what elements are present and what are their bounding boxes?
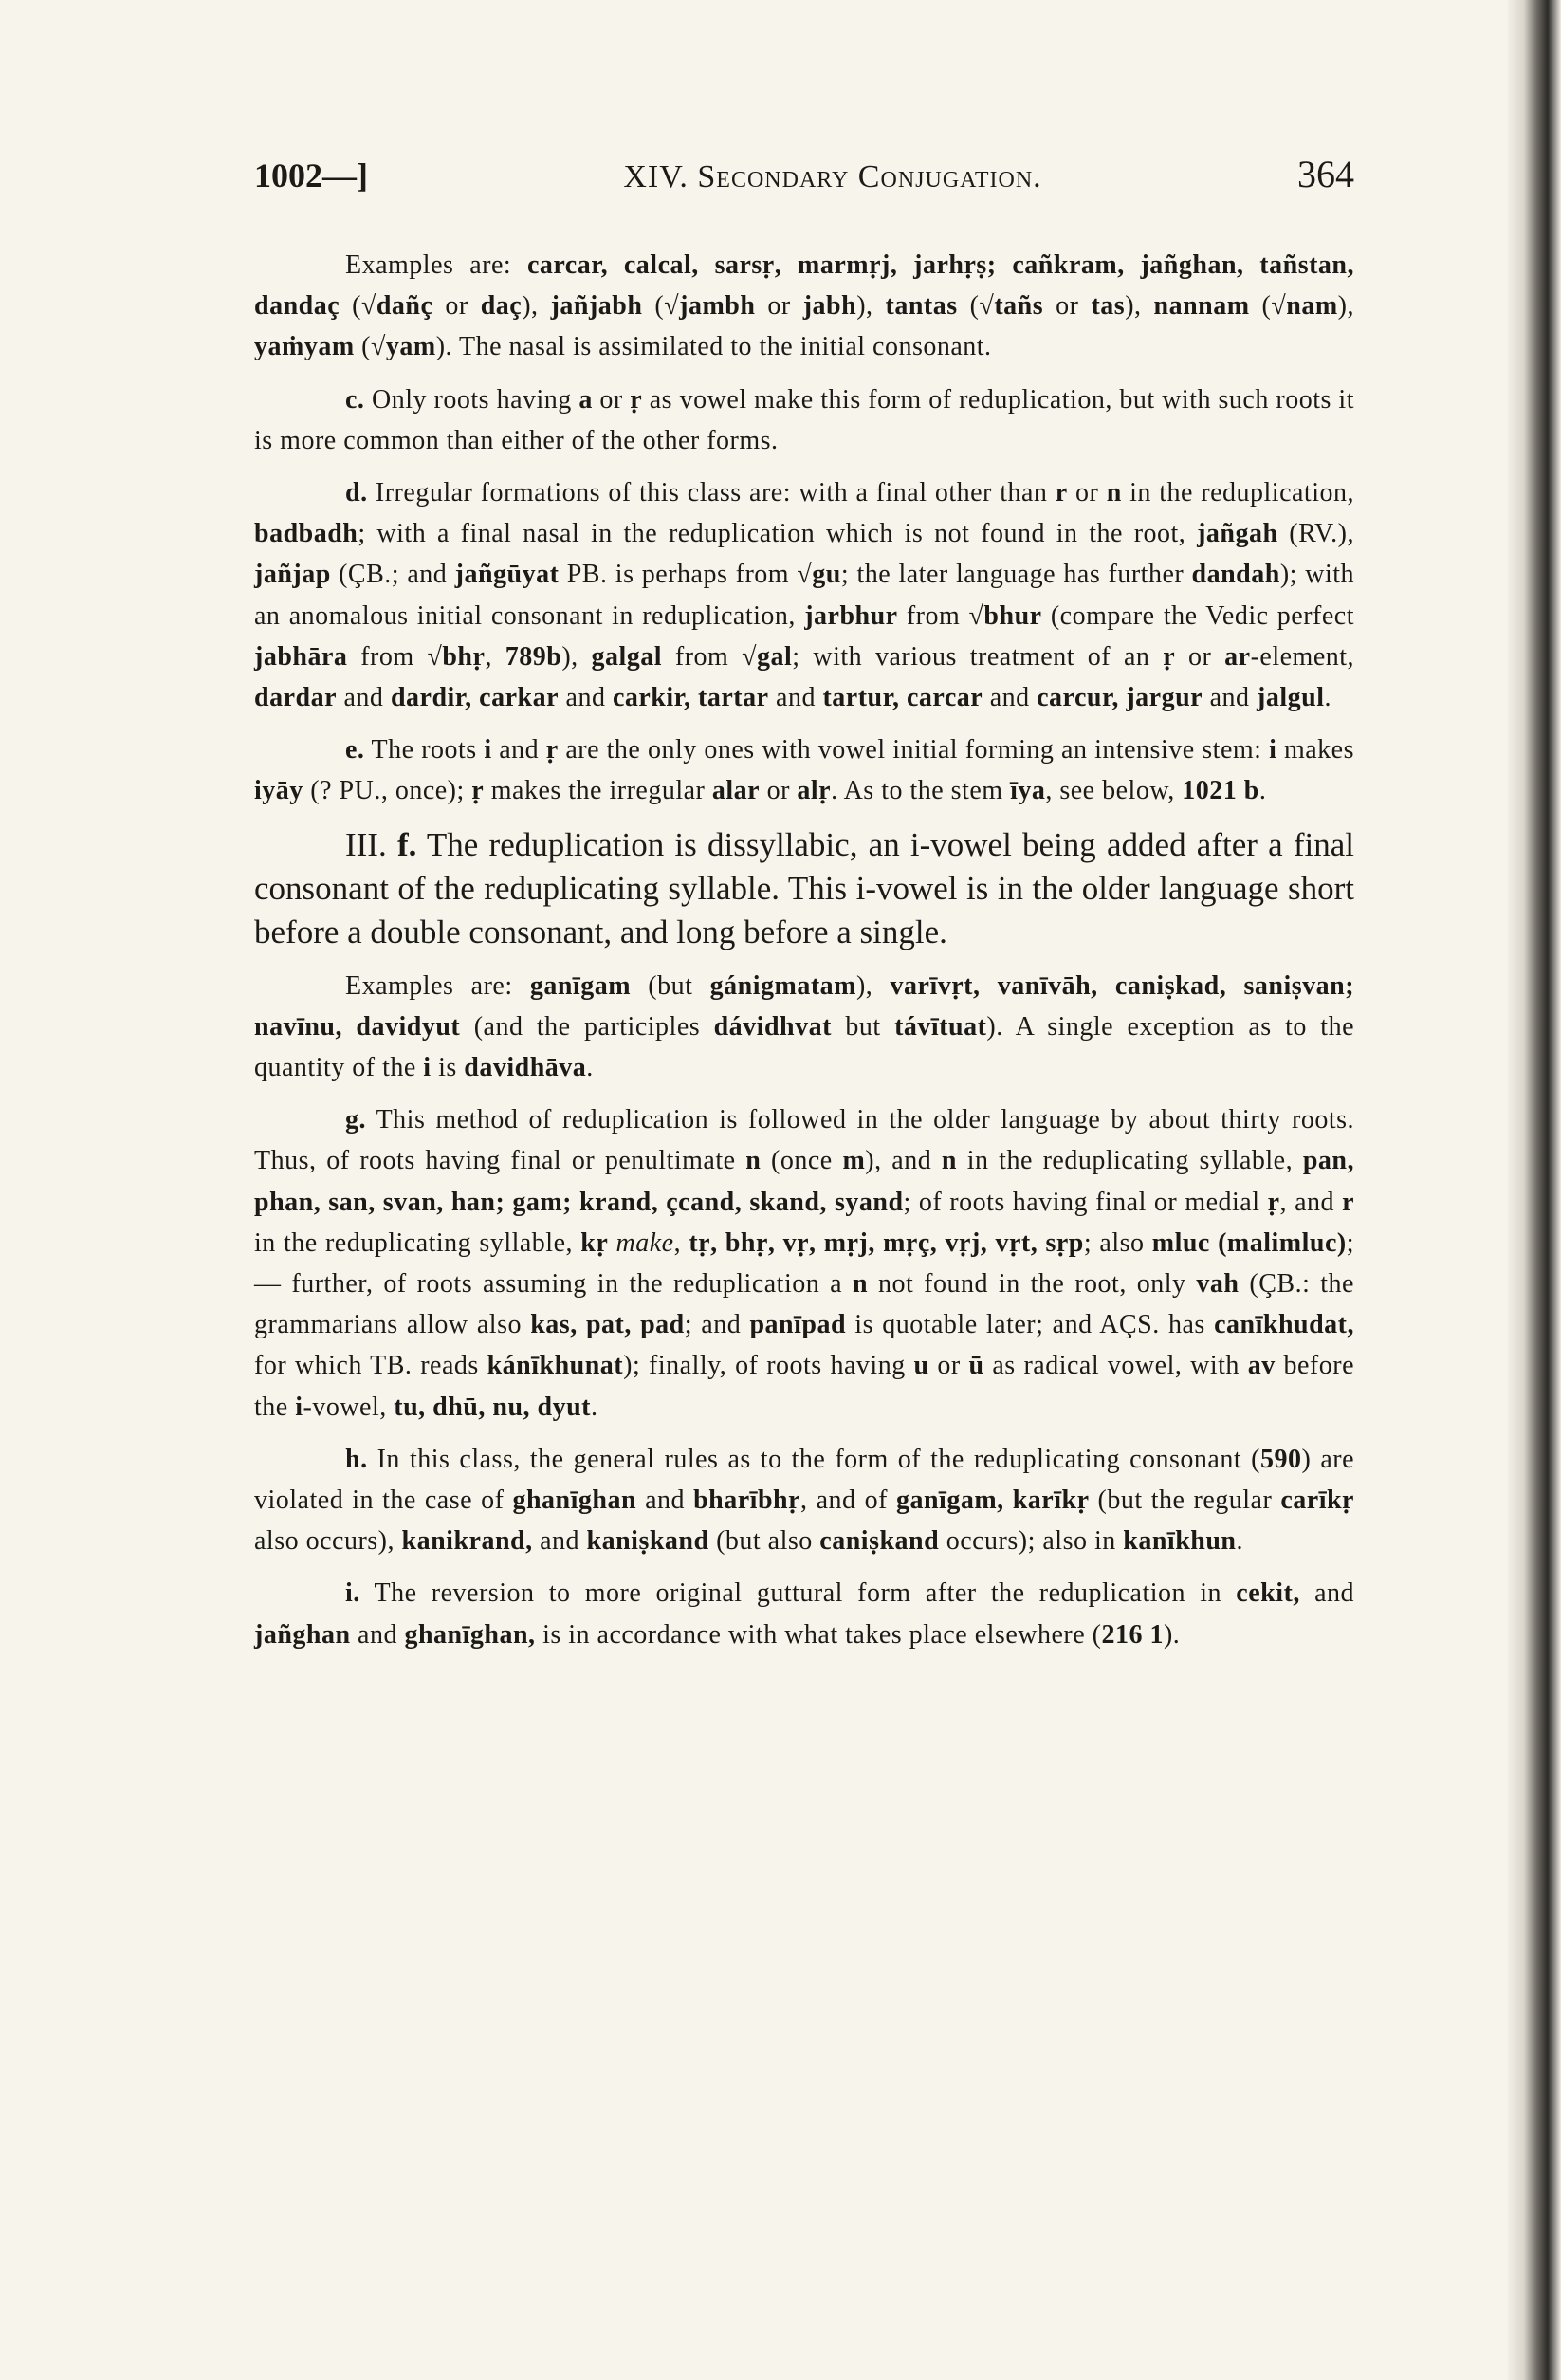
paragraph-d: d. Irregular formations of this class are: with a final other than r or n in the reduplication, badbadh; with a final nasal in the reduplication which is not found in the root, jañgah (RV.), jañjap (ÇB.; and jañgūyat PB. is perhaps from √gu; the later language has further dandah); with an anomalous initial consonant in reduplication, jarbhur from √bhur (compare the Vedic perfect jabhāra from √bhṛ, 789b), galgal from √gal; with various treatment of an ṛ or ar-element, dardar and dardir, carkar and carkir, tartar and tartur, carcar and carcur, jargur and jalgul. — [254, 478, 1355, 713]
paragraph-examples2: Examples are: ganīgam (but gánigmatam), varīvṛt, vanīvāh, caniṣkad, saniṣvan; navīnu, davidyut (and the participles dávidhvat but távītuat). A single exception as to the quantity of the i is davidhāva. — [254, 970, 1355, 1083]
paragraph-examples: Examples are: carcar, calcal, sarsṛ, marmṛj, jarhṛṣ; cañkram, jañghan, tañstan, dandaç (√dañç or daç), jañjabh (√jambh or jabh), tantas (√tañs or tas), nannam (√nam), yaṁyam (√yam). The nasal is assimilated to the initial consonant. — [254, 250, 1354, 362]
page-number: 364 — [1297, 153, 1354, 195]
paragraph-i: i. The reversion to more original guttural form after the reduplication in cekit, and jañghan and ghanīghan, is in accordance with what takes place elsewhere (216 1). — [254, 1578, 1354, 1650]
section-reference: 1002—] — [254, 157, 368, 194]
book-spine-shadow — [1508, 0, 1561, 2380]
page-body — [254, 245, 1354, 1655]
document-page — [254, 152, 1354, 1655]
paragraph-f: III. f. The reduplication is dissyllabic, an i-vowel being added after a final consonant of the reduplicating syllable. This i-vowel is in the older language short before a double consonant, and long before a single. — [254, 825, 1354, 950]
paragraph-e: e. The roots i and ṛ are the only ones with vowel initial forming an intensive stem: i makes iyāy (? PU., once); ṛ makes the irregular alar or alṛ. As to the stem īya, see below, 1021 b. — [254, 735, 1354, 806]
paragraph-c: c. Only roots having a or ṛ as vowel make this form of reduplication, but with such roots it is more common than either of the other forms. — [254, 384, 1354, 455]
running-head — [254, 152, 1354, 218]
paragraph-g: g. This method of reduplication is followed in the older language by about thirty roots. Thus, of roots having final or penultimate n (once m), and n in the reduplicating syllable, pan, phan, san, svan, han; gam; krand, çcand, skand, syand; of roots having final or medial ṛ, and r in the reduplicating syllable, kṛ make, tṛ, bhṛ, vṛ, mṛj, mṛç, vṛj, vṛt, sṛp; also mluc (malimluc); — further, of roots assuming in the reduplication a n not found in the root, only vah (ÇB.: the grammarians allow also kas, pat, pad; and panīpad is quotable later; and AÇS. has canīkhudat, for which TB. reads kánīkhunat); finally, of roots having u or ū as radical vowel, with av before the i-vowel, tu, dhū, nu, dyut. — [254, 1105, 1355, 1422]
paragraph-h: h. In this class, the general rules as to the form of the reduplicating consonant (590) are violated in the case of ghanīghan and bharībhṛ, and of ganīgam, karīkṛ (but the regular carīkṛ also occurs), kanikrand, and kaniṣkand (but also caniṣkand occurs); also in kanīkhun. — [254, 1444, 1354, 1557]
chapter-title: XIV. Secondary Conjugation. — [623, 159, 1042, 194]
